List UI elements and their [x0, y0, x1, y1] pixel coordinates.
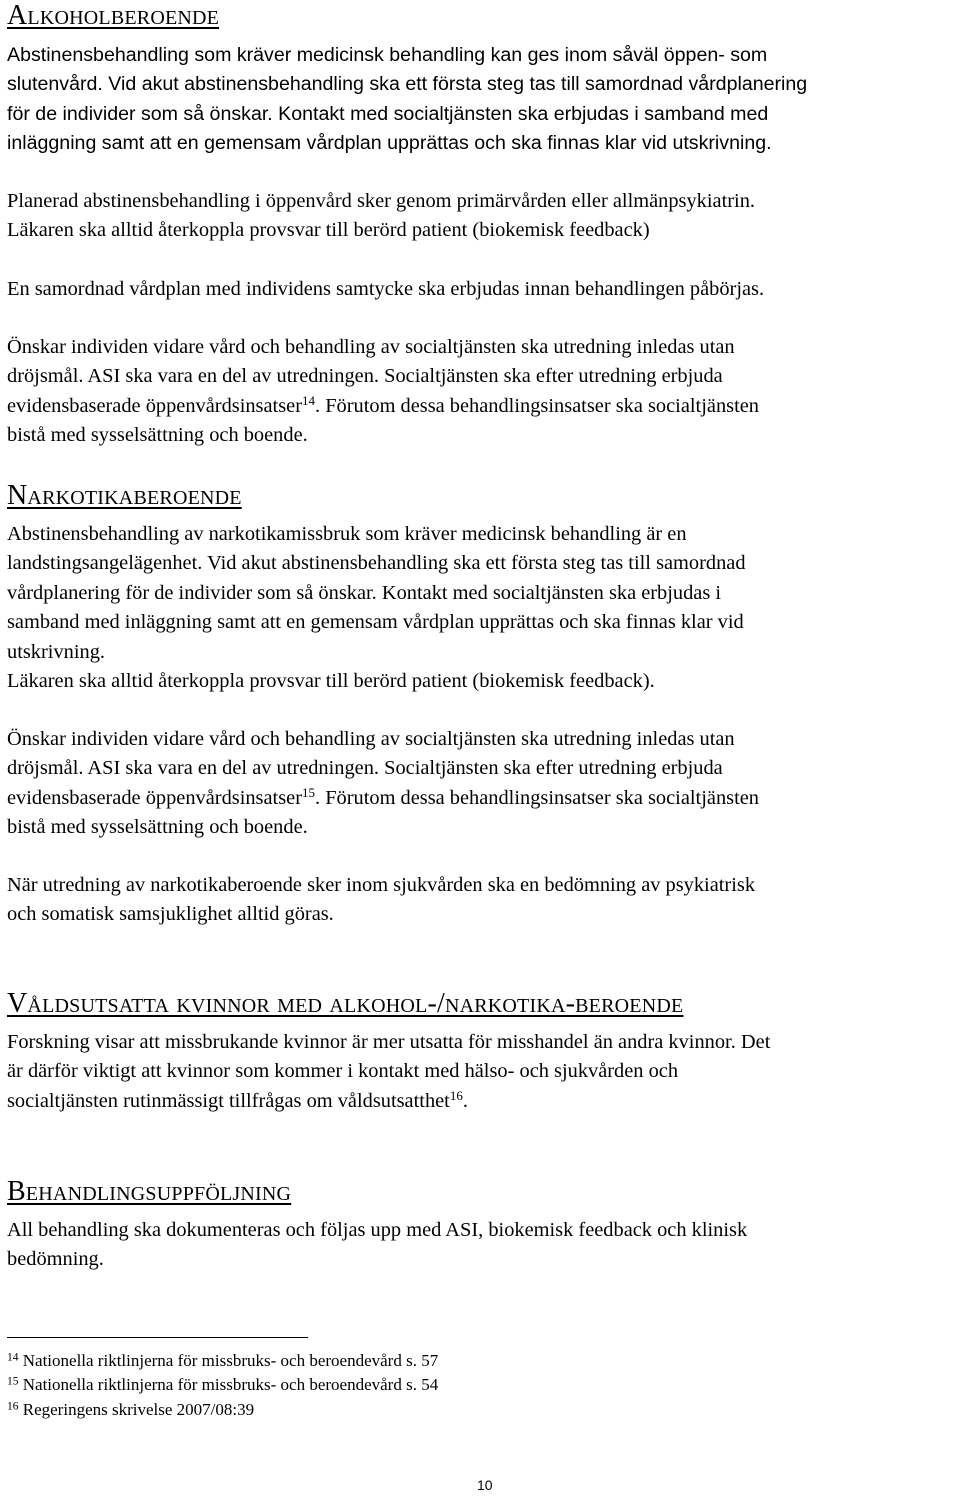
paragraph-alkohol-1 — [7, 41, 960, 159]
heading-alkoholberoende: Alkoholberoende — [7, 0, 220, 31]
paragraph-alkohol-3 — [7, 275, 960, 304]
paragraph-narkotika-3 — [7, 871, 960, 930]
text-line: Önskar individen vidare vård och behandling av socialtjänsten ska utredning inledas utan — [7, 728, 735, 750]
text-line: Planerad abstinensbehandling i öppenvård sker genom primärvården eller allmänpsykiatrin. — [7, 190, 755, 212]
text-line: vårdplanering för de individer som så önskar. Kontakt med socialtjänsten ska erbjudas i — [7, 581, 722, 604]
text-line — [7, 392, 960, 421]
text-line: samband med inläggning samt att en gemensam vårdplan upprättas och ska finnas klar vid — [7, 611, 744, 634]
paragraph-alkohol-2 — [7, 187, 960, 246]
text-segment: evidensbaserade öppenvårdsinsatser — [7, 394, 302, 417]
footnote-divider — [7, 1337, 308, 1338]
text-segment: . Förutom dessa behandlingsinsatser ska socialtjänsten — [315, 786, 759, 809]
heading-valdsutsatta-kvinnor: Våldsutsatta kvinnor med alkohol-/narkotika-beroende — [7, 988, 684, 1019]
footnote-16 — [7, 1398, 254, 1421]
text-line — [7, 1087, 960, 1116]
footnote-number: 16 — [7, 1400, 19, 1413]
heading-narkotikaberoende: Narkotikaberoende — [7, 480, 242, 511]
text-line: Läkaren ska alltid återkoppla provsvar till berörd patient (biokemisk feedback) — [7, 219, 650, 242]
text-line: landstingsangelägenhet. Vid akut abstinensbehandling ska ett första steg tas till samordnad — [7, 552, 746, 575]
text-line: Abstinensbehandling av narkotikamissbruk som kräver medicinsk behandling är en — [7, 523, 687, 545]
footnote-text: Nationella riktlinjerna för missbruks- och beroendevård s. 57 — [22, 1351, 439, 1370]
text-line: inläggning samt att en gemensam vårdplan upprättas och ska finnas klar vid utskrivning. — [7, 132, 772, 155]
footnote-text: Nationella riktlinjerna för missbruks- och beroendevård s. 54 — [22, 1375, 439, 1394]
footnote-text: Regeringens skrivelse 2007/08:39 — [22, 1400, 255, 1419]
text-line: En samordnad vårdplan med individens samtycke ska erbjudas innan behandlingen påbörjas. — [7, 278, 765, 300]
footnote-15 — [7, 1373, 438, 1396]
text-line: och somatisk samsjuklighet alltid göras. — [7, 903, 334, 926]
footnote-number: 14 — [7, 1351, 19, 1364]
text-line: slutenvård. Vid akut abstinensbehandling ska ett första steg tas till samordnad vårdplanering — [7, 73, 808, 96]
paragraph-alkohol-4 — [7, 333, 960, 451]
text-line: dröjsmål. ASI ska vara en del av utredningen. Socialtjänsten ska efter utredning erbjuda — [7, 365, 723, 388]
text-line: bistå med sysselsättning och boende. — [7, 816, 308, 839]
text-line: Forskning visar att missbrukande kvinnor är mer utsatta för misshandel än andra kvinnor. Det — [7, 1031, 771, 1053]
heading-behandlingsuppfoljning: Behandlingsuppföljning — [7, 1176, 292, 1207]
text-line: Önskar individen vidare vård och behandling av socialtjänsten ska utredning inledas utan — [7, 336, 735, 358]
text-line: dröjsmål. ASI ska vara en del av utredningen. Socialtjänsten ska efter utredning erbjuda — [7, 757, 723, 780]
text-line: När utredning av narkotikaberoende sker inom sjukvården ska en bedömning av psykiatrisk — [7, 874, 756, 896]
text-line — [7, 784, 960, 813]
paragraph-narkotika-2 — [7, 725, 960, 843]
paragraph-uppfoljning — [7, 1216, 960, 1275]
text-line: bedömning. — [7, 1248, 104, 1271]
text-line: All behandling ska dokumenteras och följas upp med ASI, biokemisk feedback och klinisk — [7, 1219, 748, 1241]
text-line: är därför viktigt att kvinnor som kommer i kontakt med hälso- och sjukvården och — [7, 1060, 679, 1083]
text-segment: . Förutom dessa behandlingsinsatser ska socialtjänsten — [315, 394, 759, 417]
text-line: Läkaren ska alltid återkoppla provsvar till berörd patient (biokemisk feedback). — [7, 670, 655, 693]
footnote-number: 15 — [7, 1375, 19, 1388]
footnote-ref-14[interactable]: 14 — [302, 392, 315, 408]
footnote-ref-15[interactable]: 15 — [302, 784, 315, 800]
footnote-14 — [7, 1349, 438, 1372]
page-number: 10 — [477, 1477, 493, 1493]
paragraph-narkotika-1 — [7, 520, 960, 696]
text-segment: evidensbaserade öppenvårdsinsatser — [7, 786, 302, 809]
footnote-ref-16[interactable]: 16 — [449, 1087, 463, 1103]
text-line: utskrivning. — [7, 640, 105, 663]
text-line: bistå med sysselsättning och boende. — [7, 424, 308, 447]
text-line: för de individer som så önskar. Kontakt med socialtjänsten ska erbjudas i samband med — [7, 102, 769, 125]
text-segment: socialtjänsten rutinmässigt tillfrågas om våldsutsatthet — [7, 1089, 450, 1112]
paragraph-valdsutsatta — [7, 1028, 960, 1116]
text-line: Abstinensbehandling som kräver medicinsk behandling kan ges inom såväl öppen- som — [7, 44, 768, 66]
text-segment: . — [462, 1089, 468, 1112]
